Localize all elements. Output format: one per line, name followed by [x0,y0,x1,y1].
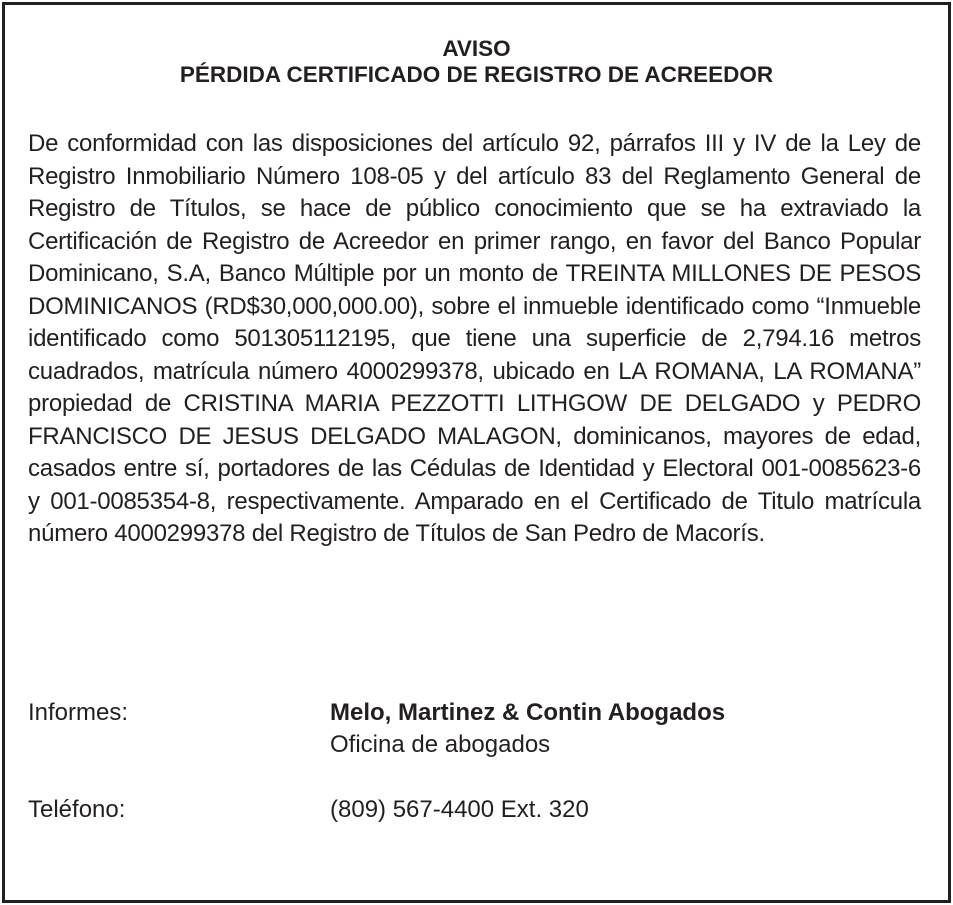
notice-heading [5,36,948,88]
firm-type: Oficina de abogados [330,731,551,758]
firm-name: Melo, Martinez & Contin Abogados [330,699,726,726]
notice-subtitle: PÉRDIDA CERTIFICADO DE REGISTRO DE ACREEDOR [179,62,774,87]
notice-frame [2,2,951,903]
phone-label: Teléfono: [28,796,126,823]
notice-title: AVISO [442,36,511,61]
phone-value: (809) 567-4400 Ext. 320 [330,796,589,823]
notice-body: De conformidad con las disposiciones del artículo 92, párrafos III y IV de la Ley de Registro Inmobiliario Número 108-05 y del artículo 83 del Reglamento General de Registro de Títulos, se hace de público conocimiento que se ha extraviado la Certificación de Registro de Acreedor en primer rango, en favor del Banco Popular Dominicano, S.A, Banco Múltiple por un monto de TREINTA MILLONES DE PESOS DOMINICANOS (RD$30,000,000.00), sobre el inmueble identificado como “Inmueble identificado como 501305112195, que tiene una superficie de 2,794.16 metros cuadrados, matrícula número 4000299378, ubicado en LA ROMANA, LA ROMANA” propiedad de CRISTINA MARIA PEZZOTTI LITHGOW DE DELGADO y PEDRO FRANCISCO DE JESUS DELGADO MALAGON, dominicanos, mayores de edad, casados entre sí, portadores de las Cédulas de Identidad y Electoral 001-0085623-6 y 001-0085354-8, respectivamente. Amparado en el Certificado de Titulo matrícula número 4000299378 del Registro de Títulos de San Pedro de Macorís. [28,130,921,547]
informes-label: Informes: [28,699,129,726]
